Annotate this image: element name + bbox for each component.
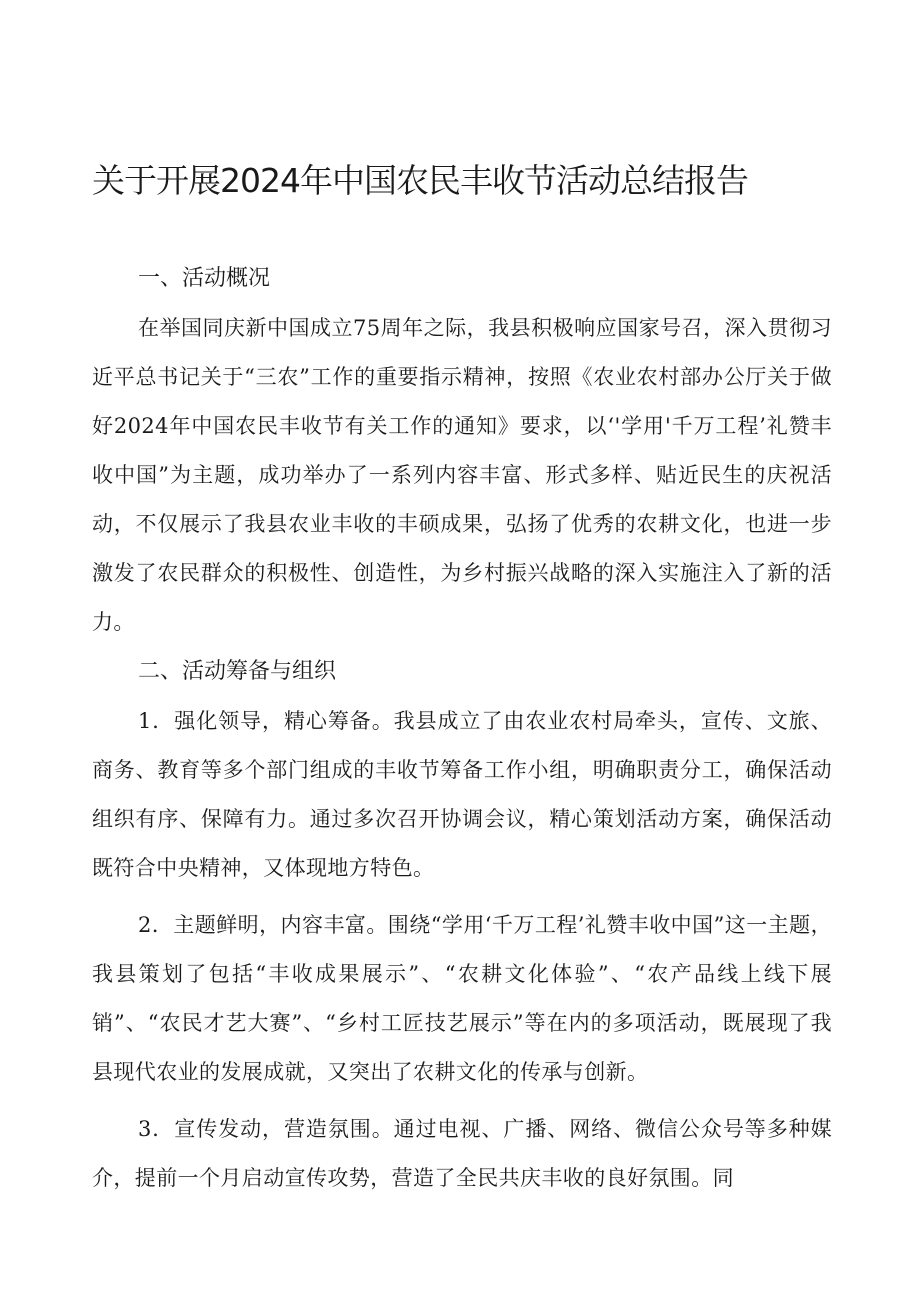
paragraph-spacer xyxy=(92,1097,832,1105)
paragraph-publicity: 3．宣传发动，营造氛围。通过电视、广播、网络、微信公众号等多种媒介，提前一个月启动宣传攻势，营造了全民共庆丰收的良好氛围。同 xyxy=(92,1117,832,1190)
document-body xyxy=(92,254,832,1203)
section-heading-preparation: 二、活动筹备与组织 xyxy=(138,659,337,684)
paragraph-spacer xyxy=(92,893,832,901)
section-heading-overview: 一、活动概况 xyxy=(138,266,271,291)
paragraph-theme: 2．主题鲜明，内容丰富。围绕“学用‘千万工程’礼赞丰收中国”这一主题，我县策划了包括“丰收成果展示”、“农耕文化体验”、“农产品线上线下展销”、“农民才艺大赛”、“乡村工匠技艺展示”等在内的多项活动，既展现了我县现代农业的发展成就，又突出了农耕文化的传承与创新。 xyxy=(92,913,832,1084)
paragraph-leadership: 1．强化领导，精心筹备。我县成立了由农业农村局牵头，宣传、文旅、商务、教育等多个部门组成的丰收节筹备工作小组，明确职责分工，确保活动组织有序、保障有力。通过多次召开协调会议，精心策划活动方案，确保活动既符合中央精神，又体现地方特色。 xyxy=(92,709,832,880)
document-title: 关于开展2024年中国农民丰收节活动总结报告 xyxy=(92,161,748,200)
paragraph-overview: 在举国同庆新中国成立75周年之际，我县积极响应国家号召，深入贯彻习近平总书记关于“三农”工作的重要指示精神，按照《农业农村部办公厅关于做好2024年中国农民丰收节有关工作的通知》要求，以‘'学用'千万工程’礼赞丰收中国”为主题，成功举办了一系列内容丰富、形式多样、贴近民生的庆祝活动，不仅展示了我县农业丰收的丰硕成果，弘扬了优秀的农耕文化，也进一步激发了农民群众的积极性、创造性，为乡村振兴战略的深入实施注入了新的活力。 xyxy=(92,316,832,634)
